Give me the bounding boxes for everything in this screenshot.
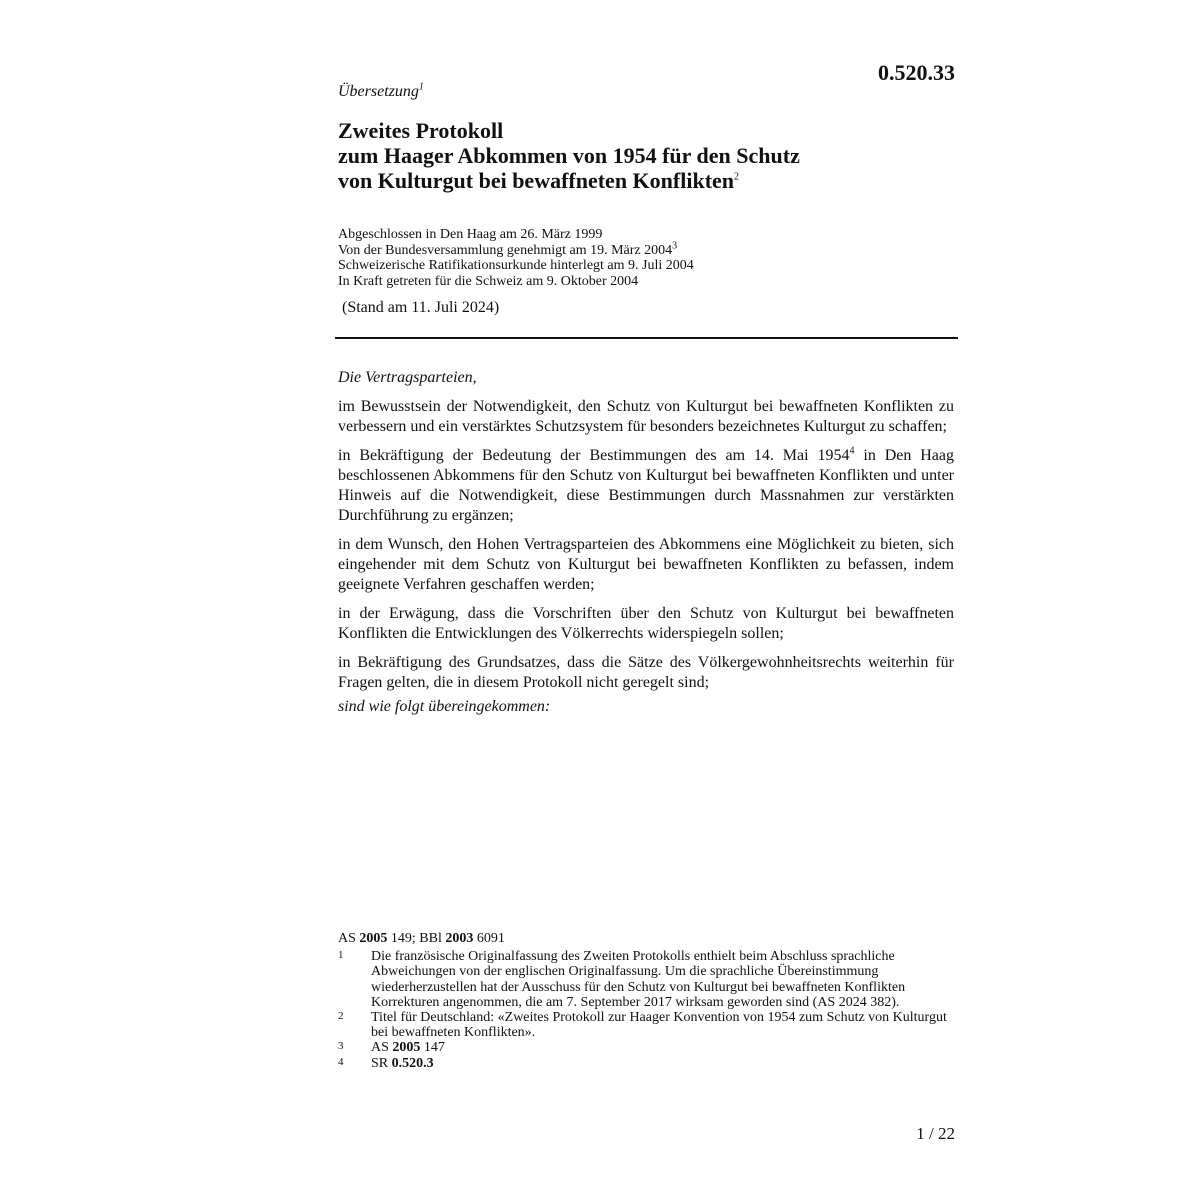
title-line-2: zum Haager Abkommen von 1954 für den Schutz [338,143,800,168]
footnote-text: AS 2005 147 [371,1040,445,1056]
footnote-number: 3 [338,1040,344,1053]
ratification-date: Schweizerische Ratifikationsurkunde hinterlegt am 9. Juli 2004 [338,258,694,274]
footnote-ref-1[interactable]: 1 [418,81,424,93]
official-source-reference: AS 2005 149; BBl 2003 6091 [338,931,505,946]
preamble-paragraph-1: im Bewusstsein der Notwendigkeit, den Schutz von Kulturgut bei bewaffneten Konflikten zu verbessern und ein verstärktes Schutzsystem für besonders bezeichnetes Kulturgut zu schaffen; [338,398,954,435]
preamble-paragraph-4: in der Erwägung, dass die Vorschriften über den Schutz von Kulturgut bei bewaffneten Konflikten die Entwicklungen des Völkerrechts widerspiegeln sollen; [338,605,954,642]
preamble-intro: Die Vertragsparteien, [338,369,477,386]
footnote-text: SR 0.520.3 [371,1055,434,1071]
footnote-ref-2[interactable]: 2 [734,171,740,183]
status-date: (Stand am 11. Juli 2024) [342,299,500,316]
document-metadata [338,227,958,289]
footnote-ref-4[interactable]: 4 [849,445,855,457]
footnote-1 [338,949,958,1010]
footnote-4 [338,1056,958,1071]
title-line-1: Zweites Protokoll [338,118,504,143]
preamble-closing: sind wie folgt übereingekommen: [338,698,551,715]
footnote-number: 4 [338,1055,344,1068]
footnote-ref-3[interactable]: 3 [672,239,678,251]
page-number: 1 / 22 [916,1124,955,1143]
translation-label: Übersetzung [338,83,419,100]
preamble-paragraph-3: in dem Wunsch, den Hohen Vertragsparteien des Abkommens eine Möglichkeit zu bieten, sich eingehender mit dem Schutz von Kulturgut bei bewaffneten Konflikten zu befassen, indem geeignete Verfahren geschaffen werden; [338,536,954,593]
header-divider [335,337,958,339]
footnote-number: 2 [338,1010,344,1023]
approved-date: Von der Bundesversammlung genehmigt am 19. März 2004$^3$ [338,239,678,258]
preamble-paragraph-5: in Bekräftigung des Grundsatzes, dass die Sätze des Völkergewohnheitsrechts weiterhin für Fragen gelten, die in diesem Protokoll nicht geregelt sind; [338,654,954,691]
footnote-text: Titel für Deutschland: «Zweites Protokoll zur Haager Konvention von 1954 zum Schutz von Kulturgut bei bewaffneten Konflikten». [371,1010,947,1041]
footnote-text: Die französische Originalfassung des Zweiten Protokolls enthielt beim Abschluss sprachliche Abweichungen von der englischen Originalfassung. Um die sprachliche Übereinstimmung wiederherzustellen hat der Ausschuss für den Schutz von Kulturgut bei bewaffneten Konflikten Korrekturen angenommen, die am 7. September 2017 wirksam geworden sind (AS 2024 382). [371,949,906,1010]
document-title [338,118,958,193]
sr-number: 0.520.33 [878,60,955,85]
footnote-number: 1 [338,949,344,962]
preamble-paragraph-2: in Bekräftigung der Bedeutung der Bestimmungen des am 14. Mai 1954$^4$ in Den Haag beschlossenen Abkommens für den Schutz von Kulturgut bei bewaffneten Konflikten und unter Hinweis auf die Notwendigkeit, diese Bestimmungen durch Massnahmen zur verstärkten Durchführung zu ergänzen; [338,445,955,524]
in-force-date: In Kraft getreten für die Schweiz am 9. Oktober 2004 [338,273,639,289]
title-line-3: von Kulturgut bei bewaffneten Konflikten$^2$ [338,168,740,193]
translation-note [338,83,424,101]
footnotes [338,931,958,1071]
concluded-date: Abgeschlossen in Den Haag am 26. März 1999 [338,227,603,242]
footnote-3 [338,1040,958,1055]
preamble [338,368,954,726]
footnote-2 [338,1010,958,1040]
